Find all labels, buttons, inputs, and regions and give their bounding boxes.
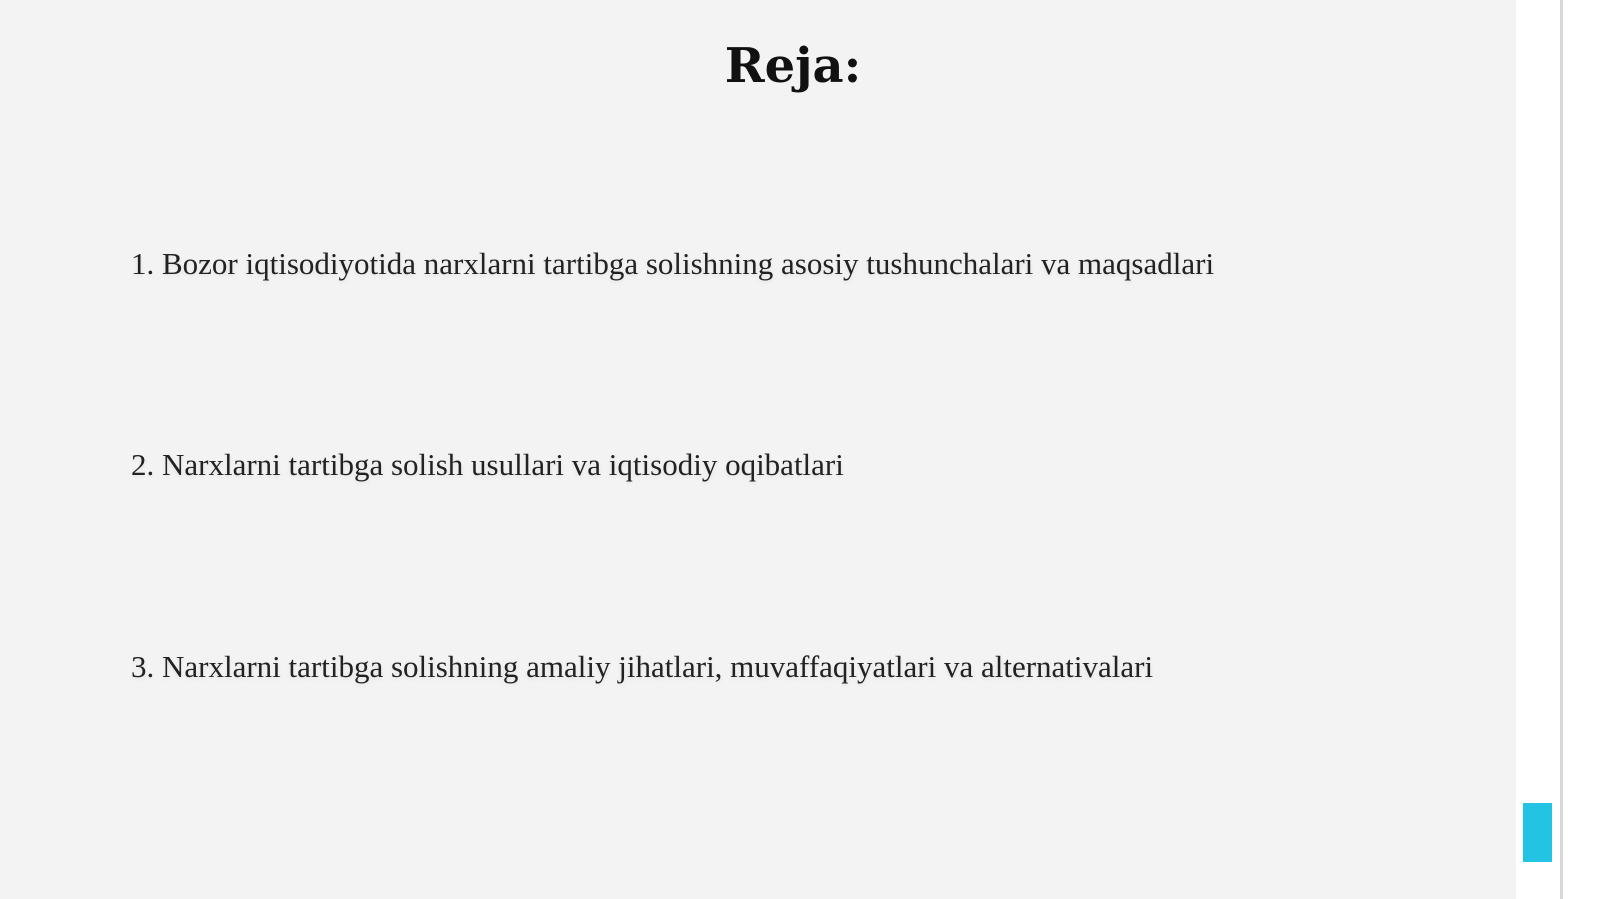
- slide-title: Reja:: [724, 38, 862, 94]
- scrollbar-track[interactable]: [1516, 0, 1560, 899]
- window-edge: [1563, 0, 1600, 899]
- plan-item-3: 3. Narxlarni tartibga solishning amaliy jihatlari, muvaffaqiyatlari va alternativalari: [131, 649, 1154, 684]
- plan-item-2: 2. Narxlarni tartibga solish usullari va iqtisodiy oqibatlari: [131, 447, 844, 482]
- scrollbar-thumb[interactable]: [1523, 803, 1552, 862]
- plan-item-1: 1. Bozor iqtisodiyotida narxlarni tartibga solishning asosiy tushunchalari va maqsadlari: [131, 246, 1215, 281]
